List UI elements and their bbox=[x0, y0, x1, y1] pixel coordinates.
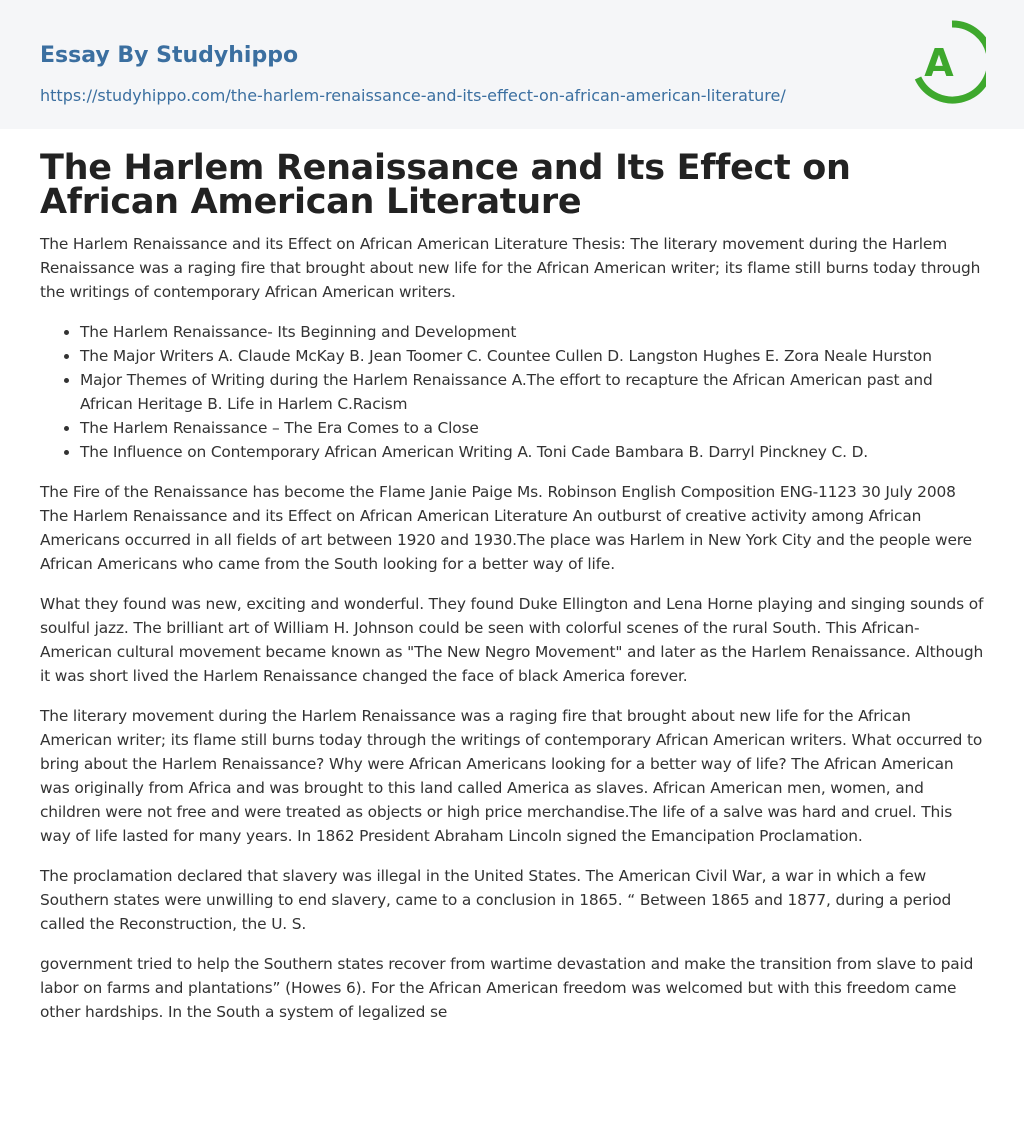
body-paragraph: The Fire of the Renaissance has become the Flame Janie Paige Ms. Robinson English Composition ENG-1123 30 July 2008 The Harlem Renaissance and its Effect on African American Literature An outburst of creative activity among African Americans occurred in all fields of art between 1920 and 1930.The place was Harlem in New York City and the people were African Americans who came from the South looking for a better way of life. bbox=[40, 483, 972, 573]
body-paragraph: What they found was new, exciting and wonderful. They found Duke Ellington and Lena Horne playing and singing sounds of soulful jazz. The brilliant art of William H. Johnson could be seen with colorful scenes of the rural South. This African-American cultural movement became known as "The New Negro Movement" and later as the Harlem Renaissance. Although it was short lived the Harlem Renaissance changed the face of black America forever. bbox=[40, 595, 984, 685]
body-paragraph: government tried to help the Southern states recover from wartime devastation and make the transition from slave to paid labor on farms and plantations” (Howes 6). For the African American freedom was welcomed but with this freedom came other hardships. In the South a system of legalized se bbox=[40, 955, 974, 1021]
brand-title: Essay By Studyhippo bbox=[40, 43, 299, 68]
page-title: The Harlem Renaissance and Its Effect on African American Literature bbox=[40, 148, 851, 222]
logo-letter: A bbox=[924, 41, 954, 85]
outline-list bbox=[40, 320, 984, 464]
list-item: • The Harlem Renaissance – The Era Comes to a Close bbox=[80, 416, 984, 440]
intro-paragraph: The Harlem Renaissance and its Effect on African American Literature Thesis: The literary movement during the Harlem Renaissance was a raging fire that brought about new life for the African American writer; its flame still burns today through the writings of contemporary African American writers. bbox=[40, 235, 981, 301]
site-header bbox=[0, 0, 1024, 129]
studyhippo-logo-icon[interactable] bbox=[912, 20, 986, 104]
body-paragraph: The literary movement during the Harlem Renaissance was a raging fire that brought about new life for the African American writer; its flame still burns today through the writings of contemporary African American writers. What occurred to bring about the Harlem Renaissance? Why were African Americans looking for a better way of life? The African American was originally from Africa and was brought to this land called America as slaves. African American men, women, and children were not free and were treated as objects or high price merchandise.The life of a salve was hard and cruel. This way of life lasted for many years. In 1862 President Abraham Lincoln signed the Emancipation Proclamation. bbox=[40, 707, 983, 845]
article bbox=[0, 148, 1024, 1024]
list-item: • The Harlem Renaissance- Its Beginning and Development bbox=[80, 320, 984, 344]
body-paragraph: The proclamation declared that slavery was illegal in the United States. The American Civil War, a war in which a few Southern states were unwilling to end slavery, came to a conclusion in 1865. “ Between 1865 and 1877, during a period called the Reconstruction, the U. S. bbox=[40, 867, 952, 933]
source-url-link[interactable]: https://studyhippo.com/the-harlem-renaissance-and-its-effect-on-african-american-literature/ bbox=[40, 86, 786, 105]
list-item: • The Major Writers A. Claude McKay B. Jean Toomer C. Countee Cullen D. Langston Hughes E. Zora Neale Hurston bbox=[80, 344, 984, 368]
list-item: • The Influence on Contemporary African American Writing A. Toni Cade Bambara B. Darryl Pinckney C. D. bbox=[80, 440, 984, 464]
list-item: • Major Themes of Writing during the Harlem Renaissance A.The effort to recapture the African American past and African Heritage B. Life in Harlem C.Racism bbox=[80, 368, 984, 416]
